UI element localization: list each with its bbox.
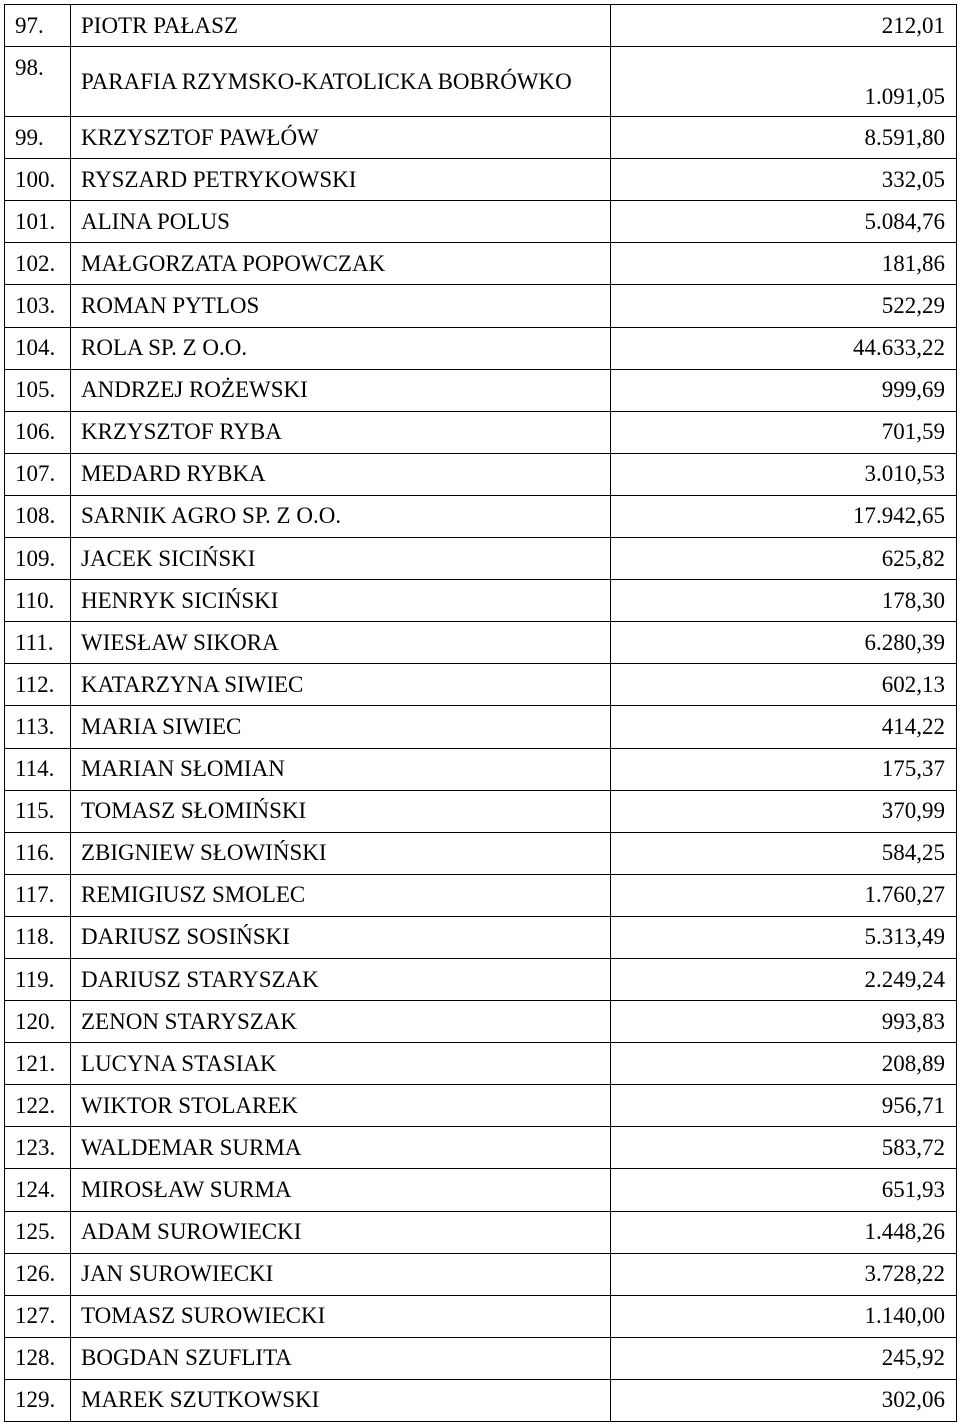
row-number: 113. bbox=[5, 706, 71, 748]
table-row bbox=[5, 369, 957, 411]
row-number: 107. bbox=[5, 453, 71, 495]
beneficiary-name: JACEK SICIŃSKI bbox=[71, 538, 611, 580]
row-number: 103. bbox=[5, 285, 71, 327]
table-row bbox=[5, 285, 957, 327]
table-row bbox=[5, 1295, 957, 1337]
beneficiary-name: MAREK SZUTKOWSKI bbox=[71, 1379, 611, 1421]
amount: 5.084,76 bbox=[611, 201, 957, 243]
amount: 1.448,26 bbox=[611, 1211, 957, 1253]
row-number: 111. bbox=[5, 622, 71, 664]
beneficiary-name: ANDRZEJ ROŻEWSKI bbox=[71, 369, 611, 411]
table-row bbox=[5, 1169, 957, 1211]
table-row bbox=[5, 1211, 957, 1253]
amount: 522,29 bbox=[611, 285, 957, 327]
row-number: 99. bbox=[5, 117, 71, 159]
beneficiary-name: MARIA SIWIEC bbox=[71, 706, 611, 748]
table-row bbox=[5, 201, 957, 243]
amount: 178,30 bbox=[611, 580, 957, 622]
amount: 701,59 bbox=[611, 411, 957, 453]
row-number: 119. bbox=[5, 958, 71, 1000]
row-number: 114. bbox=[5, 748, 71, 790]
amount: 5.313,49 bbox=[611, 916, 957, 958]
row-number: 109. bbox=[5, 538, 71, 580]
row-number: 126. bbox=[5, 1253, 71, 1295]
table-row bbox=[5, 790, 957, 832]
beneficiary-name: DARIUSZ SOSIŃSKI bbox=[71, 916, 611, 958]
beneficiary-name: SARNIK AGRO SP. Z O.O. bbox=[71, 495, 611, 537]
amount: 2.249,24 bbox=[611, 958, 957, 1000]
row-number: 110. bbox=[5, 580, 71, 622]
beneficiary-name: HENRYK SICIŃSKI bbox=[71, 580, 611, 622]
table-row bbox=[5, 159, 957, 201]
amount: 1.140,00 bbox=[611, 1295, 957, 1337]
row-number: 120. bbox=[5, 1001, 71, 1043]
row-number: 127. bbox=[5, 1295, 71, 1337]
beneficiary-name: JAN SUROWIECKI bbox=[71, 1253, 611, 1295]
row-number: 115. bbox=[5, 790, 71, 832]
amount: 302,06 bbox=[611, 1379, 957, 1421]
table-row bbox=[5, 1085, 957, 1127]
table-row bbox=[5, 495, 957, 537]
table-row bbox=[5, 1001, 957, 1043]
row-number: 112. bbox=[5, 664, 71, 706]
amount: 17.942,65 bbox=[611, 495, 957, 537]
row-number: 128. bbox=[5, 1337, 71, 1379]
amount: 370,99 bbox=[611, 790, 957, 832]
row-number: 105. bbox=[5, 369, 71, 411]
table-row bbox=[5, 243, 957, 285]
table-row bbox=[5, 916, 957, 958]
beneficiary-name: WIKTOR STOLAREK bbox=[71, 1085, 611, 1127]
table-row bbox=[5, 706, 957, 748]
table-row bbox=[5, 832, 957, 874]
amount: 584,25 bbox=[611, 832, 957, 874]
amount: 1.091,05 bbox=[611, 47, 957, 117]
amount: 3.010,53 bbox=[611, 453, 957, 495]
beneficiary-name: ADAM SUROWIECKI bbox=[71, 1211, 611, 1253]
amount: 181,86 bbox=[611, 243, 957, 285]
amount: 175,37 bbox=[611, 748, 957, 790]
amount: 625,82 bbox=[611, 538, 957, 580]
amount: 651,93 bbox=[611, 1169, 957, 1211]
beneficiary-name: KRZYSZTOF RYBA bbox=[71, 411, 611, 453]
table-row bbox=[5, 411, 957, 453]
amount: 993,83 bbox=[611, 1001, 957, 1043]
row-number: 122. bbox=[5, 1085, 71, 1127]
beneficiary-name: DARIUSZ STARYSZAK bbox=[71, 958, 611, 1000]
amount: 583,72 bbox=[611, 1127, 957, 1169]
beneficiary-name: RYSZARD PETRYKOWSKI bbox=[71, 159, 611, 201]
row-number: 118. bbox=[5, 916, 71, 958]
table-row bbox=[5, 5, 957, 47]
amount: 208,89 bbox=[611, 1043, 957, 1085]
table-row bbox=[5, 1337, 957, 1379]
table-row bbox=[5, 622, 957, 664]
table-row bbox=[5, 874, 957, 916]
beneficiary-name: ALINA POLUS bbox=[71, 201, 611, 243]
table-row bbox=[5, 453, 957, 495]
beneficiary-name: REMIGIUSZ SMOLEC bbox=[71, 874, 611, 916]
table-row bbox=[5, 1043, 957, 1085]
beneficiary-name: ROMAN PYTLOS bbox=[71, 285, 611, 327]
table-row bbox=[5, 47, 957, 117]
beneficiary-name: KATARZYNA SIWIEC bbox=[71, 664, 611, 706]
amount: 1.760,27 bbox=[611, 874, 957, 916]
payments-table bbox=[4, 4, 957, 1422]
beneficiary-name: WIESŁAW SIKORA bbox=[71, 622, 611, 664]
beneficiary-name: PARAFIA RZYMSKO-KATOLICKA BOBRÓWKO bbox=[71, 47, 611, 117]
table-row bbox=[5, 1127, 957, 1169]
table-row bbox=[5, 1379, 957, 1421]
row-number: 102. bbox=[5, 243, 71, 285]
amount: 44.633,22 bbox=[611, 327, 957, 369]
amount: 3.728,22 bbox=[611, 1253, 957, 1295]
amount: 956,71 bbox=[611, 1085, 957, 1127]
beneficiary-name: BOGDAN SZUFLITA bbox=[71, 1337, 611, 1379]
beneficiary-name: PIOTR PAŁASZ bbox=[71, 5, 611, 47]
table-row bbox=[5, 580, 957, 622]
beneficiary-name: WALDEMAR SURMA bbox=[71, 1127, 611, 1169]
amount: 414,22 bbox=[611, 706, 957, 748]
row-number: 98. bbox=[5, 47, 71, 117]
row-number: 97. bbox=[5, 5, 71, 47]
row-number: 124. bbox=[5, 1169, 71, 1211]
row-number: 101. bbox=[5, 201, 71, 243]
beneficiary-name: MAŁGORZATA POPOWCZAK bbox=[71, 243, 611, 285]
amount: 602,13 bbox=[611, 664, 957, 706]
beneficiary-name: ROLA SP. Z O.O. bbox=[71, 327, 611, 369]
row-number: 100. bbox=[5, 159, 71, 201]
row-number: 125. bbox=[5, 1211, 71, 1253]
amount: 999,69 bbox=[611, 369, 957, 411]
row-number: 123. bbox=[5, 1127, 71, 1169]
table-row bbox=[5, 1253, 957, 1295]
beneficiary-name: TOMASZ SUROWIECKI bbox=[71, 1295, 611, 1337]
amount: 6.280,39 bbox=[611, 622, 957, 664]
beneficiary-name: ZBIGNIEW SŁOWIŃSKI bbox=[71, 832, 611, 874]
amount: 245,92 bbox=[611, 1337, 957, 1379]
table-row bbox=[5, 538, 957, 580]
beneficiary-name: TOMASZ SŁOMIŃSKI bbox=[71, 790, 611, 832]
table-row bbox=[5, 748, 957, 790]
beneficiary-name: MIROSŁAW SURMA bbox=[71, 1169, 611, 1211]
table-row bbox=[5, 117, 957, 159]
beneficiary-name: ZENON STARYSZAK bbox=[71, 1001, 611, 1043]
table-row bbox=[5, 327, 957, 369]
row-number: 117. bbox=[5, 874, 71, 916]
row-number: 104. bbox=[5, 327, 71, 369]
amount: 8.591,80 bbox=[611, 117, 957, 159]
row-number: 129. bbox=[5, 1379, 71, 1421]
amount: 332,05 bbox=[611, 159, 957, 201]
beneficiary-name: LUCYNA STASIAK bbox=[71, 1043, 611, 1085]
row-number: 106. bbox=[5, 411, 71, 453]
row-number: 108. bbox=[5, 495, 71, 537]
row-number: 121. bbox=[5, 1043, 71, 1085]
beneficiary-name: MARIAN SŁOMIAN bbox=[71, 748, 611, 790]
row-number: 116. bbox=[5, 832, 71, 874]
beneficiary-name: MEDARD RYBKA bbox=[71, 453, 611, 495]
table-row bbox=[5, 664, 957, 706]
table-row bbox=[5, 958, 957, 1000]
amount: 212,01 bbox=[611, 5, 957, 47]
beneficiary-name: KRZYSZTOF PAWŁÓW bbox=[71, 117, 611, 159]
